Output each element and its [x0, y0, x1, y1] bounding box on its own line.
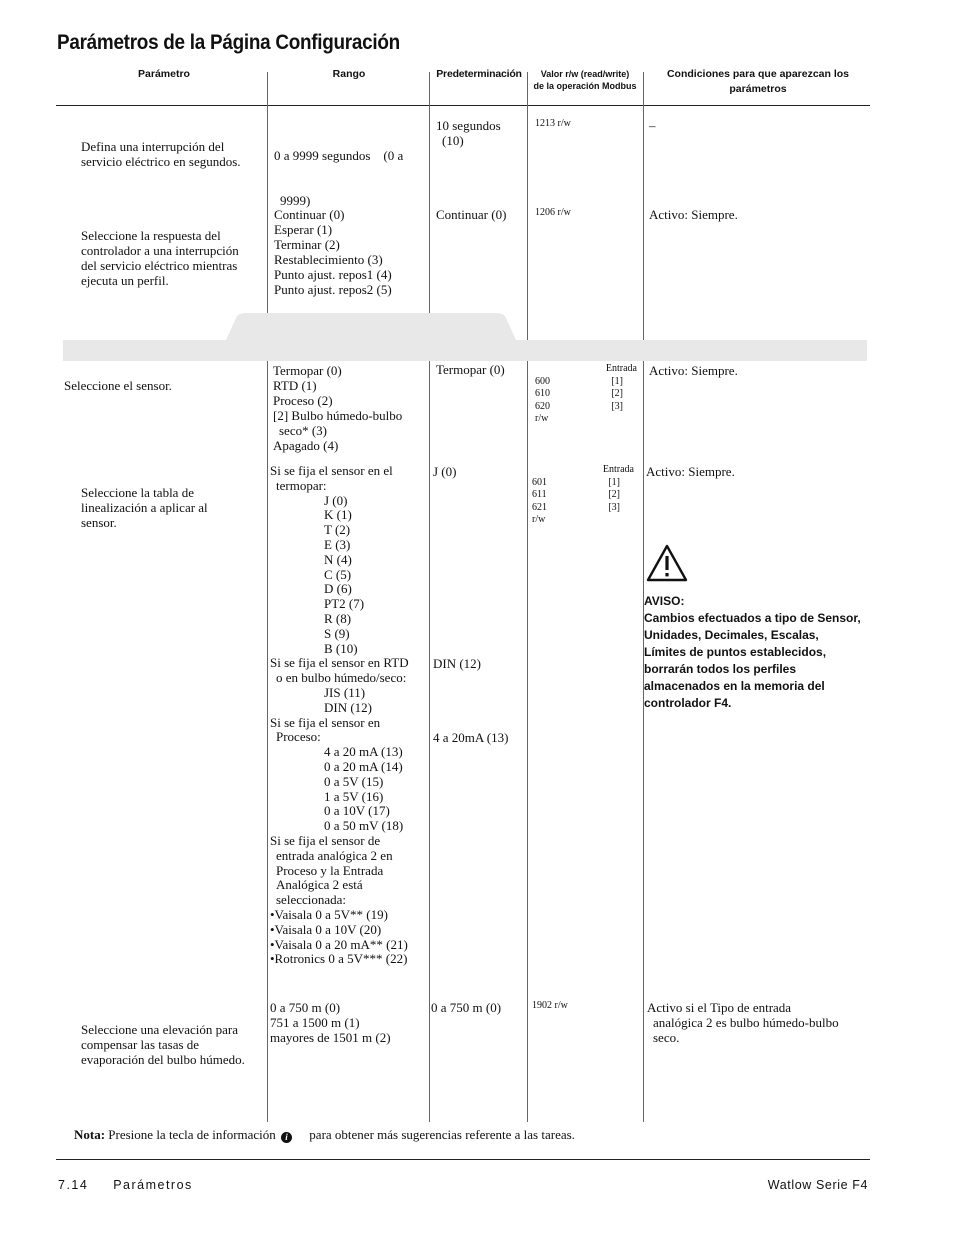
column-divider	[527, 72, 528, 1122]
param-range: Si se fija el sensor en el termopar: J (0) K (1) T (2) E (3) N (4) C (5) D (6) PT2 (7) R (8) S (9) B (10) Si se fija el sensor en RTD o en bulbo húmedo/seco: JIS (11) DIN (12) Si se fija el sensor en Proceso: 4 a 20 mA (13) 0 a 20 mA (14) 0 a 5V (15) 1 a 5V (16) 0 a 10V (17) 0 a 50 mV (18) Si se fija el sensor de entrada analógica 2 en Proceso y la Entrada Analógica 2 está seleccionada: •Vaisala 0 a 5V** (19) •Vaisala 0 a 10V (20) •Vaisala 0 a 20 mA** (21) •Rotronics 0 a 5V*** (22)	[270, 463, 409, 967]
param-range: 0 a 9999 segundos (0 a 9999)	[274, 148, 404, 208]
param-condition: –	[649, 118, 656, 133]
param-description: Defina una interrupción del servicio eléctrico en segundos.	[81, 139, 241, 169]
param-range: Continuar (0) Esperar (1) Terminar (2) Restablecimiento (3) Punto ajust. repos1 (4) Punto ajust. repos2 (5)	[274, 207, 392, 297]
param-condition: Activo si el Tipo de entrada analógica 2 es bulbo húmedo-bulbo seco.	[647, 1000, 839, 1045]
param-default: 10 segundos (10)	[436, 118, 501, 148]
page-title: Parámetros de la Página Configuración	[57, 31, 400, 54]
param-default: 0 a 750 m (0)	[431, 1000, 502, 1015]
header-range: Rango	[332, 68, 366, 80]
param-default: DIN (12)	[433, 656, 482, 671]
param-condition: Activo: Siempre.	[649, 207, 738, 222]
modbus-value: 1902 r/w	[532, 1000, 568, 1011]
warning-message: AVISO: Cambios efectuados a tipo de Sensor, Unidades, Decimales, Escalas, Límites de puntos establecidos, borrarán todos los perfiles almacenados en la memoria del controlador F4.	[644, 594, 861, 710]
param-description: Seleccione el sensor.	[64, 378, 172, 393]
param-description: Seleccione la tabla de linealización a aplicar al sensor.	[81, 485, 208, 530]
modbus-value: 1206 r/w	[535, 207, 571, 218]
warning-triangle-icon	[646, 544, 688, 582]
param-default: Continuar (0)	[436, 207, 507, 222]
footer-product: Watlow Serie F4	[767, 1178, 868, 1192]
note-text: Presione la tecla de información	[108, 1127, 276, 1142]
param-range: 0 a 750 m (0) 751 a 1500 m (1) mayores de 1501 m (2)	[270, 1000, 391, 1045]
param-default: J (0)	[433, 464, 457, 479]
footer-page: 7.14 Parámetros	[58, 1178, 193, 1192]
header-default: Predeterminación	[436, 68, 522, 80]
param-description: Seleccione la respuesta del controlador a una interrupción del servicio eléctrico mientras ejecuta un perfil.	[81, 228, 239, 288]
section-tab	[226, 313, 516, 340]
param-description: Seleccione una elevación para compensar las tasas de evaporación del bulbo húmedo.	[81, 1022, 245, 1067]
modbus-value: Entrada 601 [1] 611 [2] 621 [3] r/w	[532, 464, 634, 525]
header-rule	[56, 105, 870, 106]
column-divider	[267, 72, 268, 1122]
section-band	[63, 340, 867, 361]
header-conditions: Condiciones para que aparezcan los parámetros	[666, 68, 850, 95]
header-parameter: Parámetro	[138, 68, 190, 80]
modbus-value: Entrada 600 [1] 610 [2] 620 [3] r/w	[535, 363, 637, 424]
param-range: Termopar (0) RTD (1) Proceso (2) [2] Bulbo húmedo-bulbo seco* (3) Apagado (4)	[273, 363, 403, 453]
footer-rule	[56, 1159, 870, 1160]
column-divider	[429, 72, 430, 1122]
param-condition: Activo: Siempre.	[646, 464, 735, 479]
param-default: 4 a 20mA (13)	[433, 730, 509, 745]
note	[74, 1127, 575, 1143]
info-key-icon: i	[281, 1132, 292, 1143]
note-text: para obtener más sugerencias referente a las tareas.	[309, 1127, 575, 1142]
modbus-value: 1213 r/w	[535, 118, 571, 129]
param-default: Termopar (0)	[436, 362, 505, 377]
param-condition: Activo: Siempre.	[649, 363, 738, 378]
note-label: Nota:	[74, 1127, 106, 1142]
header-modbus: Valor r/w (read/write) de la operación Modbus	[533, 69, 637, 91]
